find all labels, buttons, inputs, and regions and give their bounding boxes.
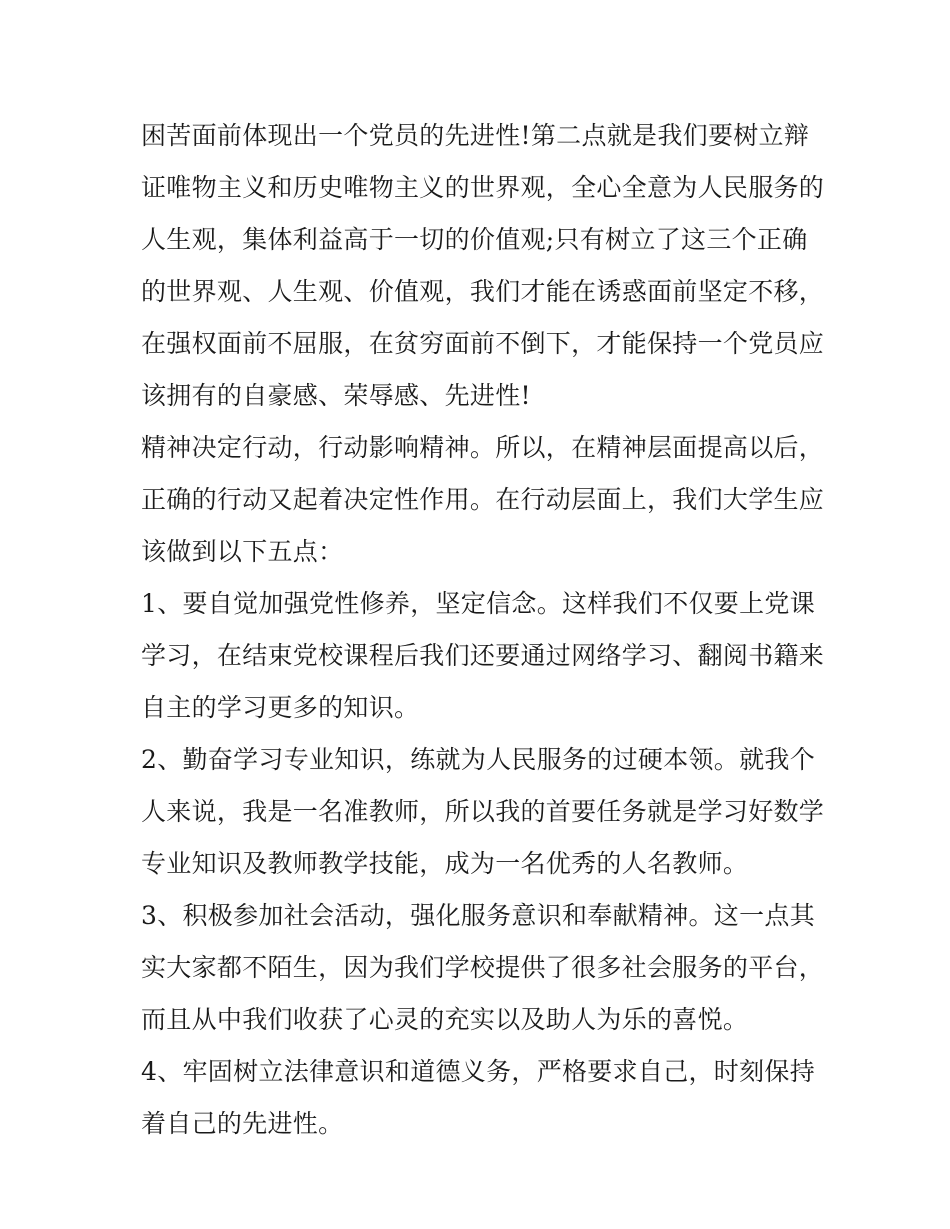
text-line: 人生观，集体利益高于一切的价值观;只有树立了这三个正确 <box>141 225 808 254</box>
text-line: 自主的学习更多的知识。 <box>141 693 420 722</box>
text-line: 学习，在结束党校课程后我们还要通过网络学习、翻阅书籍来 <box>141 641 825 670</box>
text-line: 2、勤奋学习专业知识，练就为人民服务的过硬本领。就我个 <box>141 745 816 774</box>
text-line: 正确的行动又起着决定性作用。在行动层面上，我们大学生应 <box>141 485 825 514</box>
text-line: 困苦面前体现出一个党员的先进性!第二点就是我们要树立辩 <box>141 121 810 150</box>
text-line: 3、积极参加社会活动，强化服务意识和奉献精神。这一点其 <box>141 901 816 930</box>
text-line: 精神决定行动，行动影响精神。所以，在精神层面提高以后， <box>141 433 825 462</box>
text-line: 的世界观、人生观、价值观，我们才能在诱惑面前坚定不移， <box>141 277 825 306</box>
text-line: 而且从中我们收获了心灵的充实以及助人为乐的喜悦。 <box>141 1005 749 1034</box>
text-line: 该拥有的自豪感、荣辱感、先进性! <box>141 381 531 410</box>
text-line: 证唯物主义和历史唯物主义的世界观，全心全意为人民服务的 <box>141 173 825 202</box>
text-line: 实大家都不陌生，因为我们学校提供了很多社会服务的平台， <box>141 953 825 982</box>
text-line: 在强权面前不屈服，在贫穷面前不倒下，才能保持一个党员应 <box>141 329 825 358</box>
text-line: 着自己的先进性。 <box>141 1109 344 1138</box>
text-line: 该做到以下五点： <box>141 537 344 566</box>
text-line: 1、要自觉加强党性修养，坚定信念。这样我们不仅要上党课 <box>141 589 816 618</box>
text-line: 人来说，我是一名准教师，所以我的首要任务就是学习好数学 <box>141 797 825 826</box>
text-line: 专业知识及教师教学技能，成为一名优秀的人名教师。 <box>141 849 749 878</box>
body-text <box>141 110 825 1150</box>
text-line: 4、牢固树立法律意识和道德义务，严格要求自己，时刻保持 <box>141 1057 816 1086</box>
